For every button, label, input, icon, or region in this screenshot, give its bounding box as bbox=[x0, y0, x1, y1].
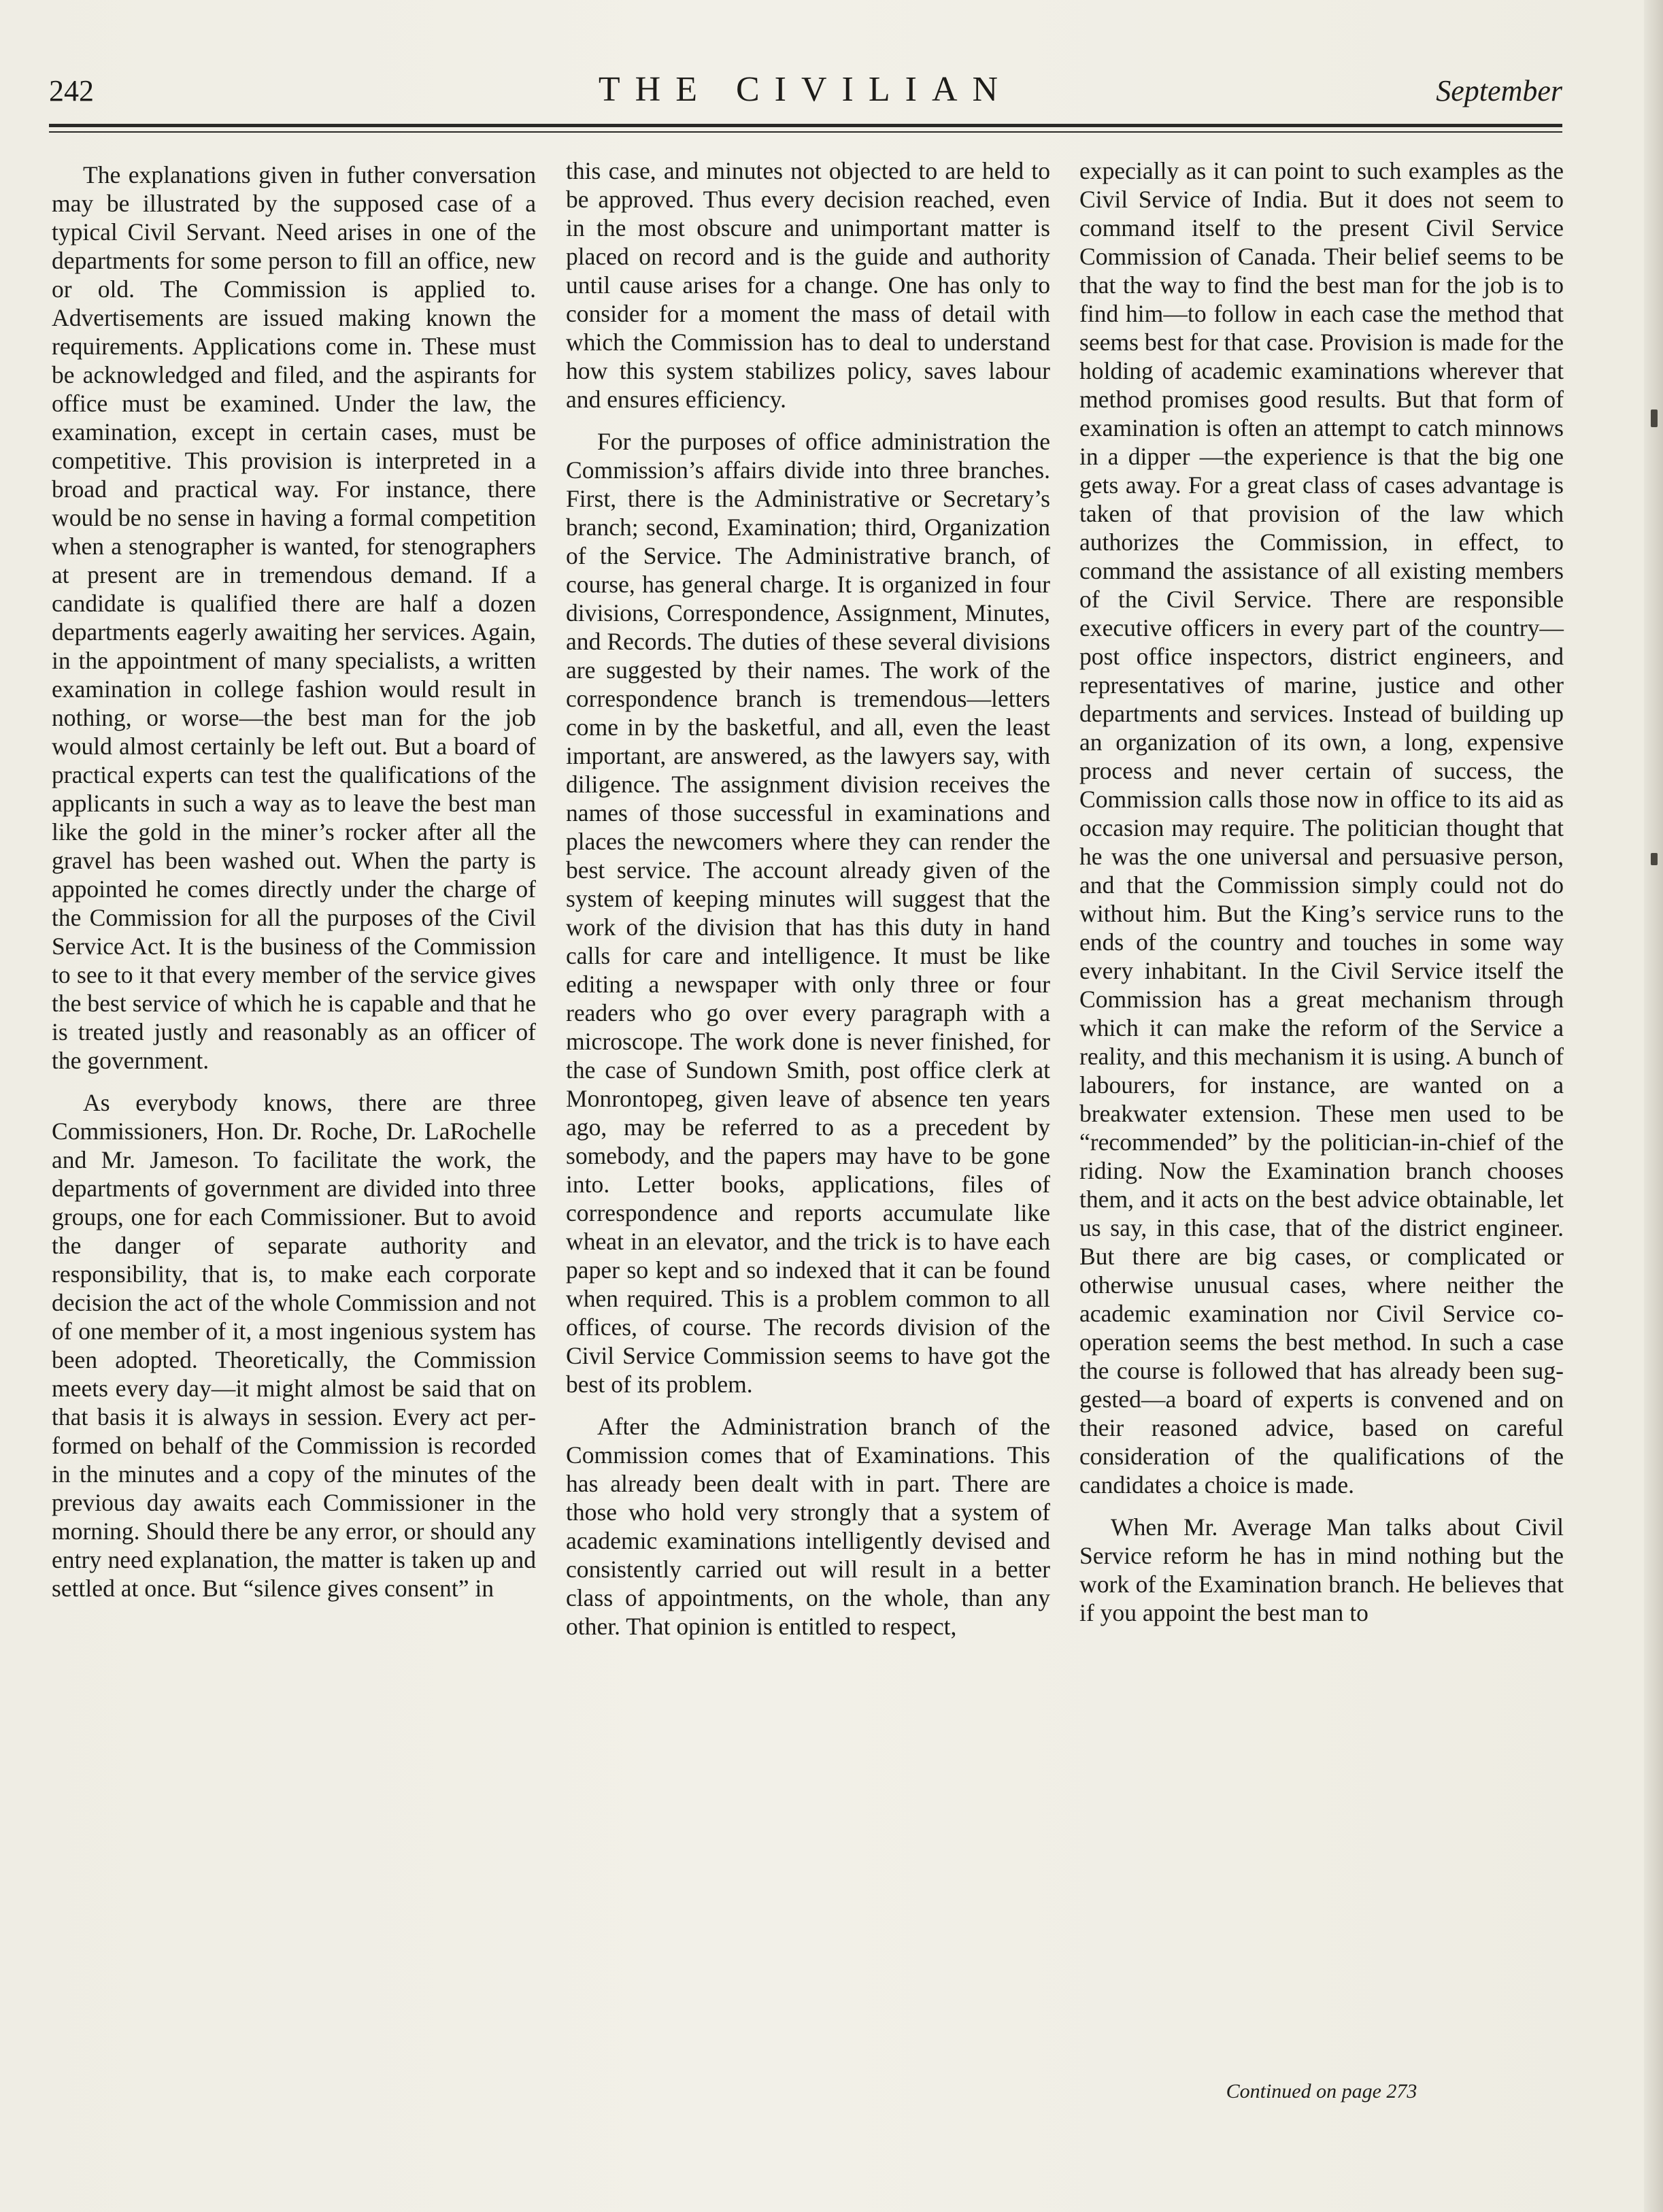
edge-tab-mark bbox=[1651, 853, 1658, 865]
paragraph: As everybody knows, there are three Commissioners, Hon. Dr. Roche, Dr. LaRochelle and Mr. Jameson. To facilitate the work, the departments of government are divided into three groups, one for each Commissioner. But to avoid the danger of separate authority and responsibility, that is, to make each corporate decision the act of the whole Commission and not of one member of it, a most ingenious system has been adopted. Theoretically, the Commission meets every day—it might almost be said that on that basis it is always in session. Every act performed on behalf of the Commission is recorded in the minutes and a copy of the minutes of the previous day awaits each Commissioner in the morning. Should there be any error, or should any entry need explanation, the matter is taken up and settled at once. But “silence gives consent” in bbox=[52, 1089, 536, 1602]
text-column-1 bbox=[52, 161, 536, 1616]
text-column-3 bbox=[1079, 156, 1564, 1641]
paragraph: After the Administration branch of the Commission comes that of Examinations. This has already been dealt with in part. There are those who hold very strongly that a system of academic examinations intelligently devised and consistently carried out will result in a better class of appointments, on the whole, than any other. That opinion is entitled to respect, bbox=[566, 1413, 1050, 1640]
header-rule bbox=[49, 131, 1562, 133]
page-edge bbox=[1644, 0, 1663, 2212]
journal-title: THE CIVILIAN bbox=[598, 70, 1013, 109]
text-column-2 bbox=[566, 156, 1050, 1654]
edge-tab-mark bbox=[1651, 409, 1658, 427]
running-header bbox=[49, 63, 1562, 117]
continued-note: Continued on page 273 bbox=[1226, 2080, 1417, 2102]
paragraph: For the purposes of office administration the Commission’s affairs divide into three branches. First, there is the Administrative or Secretary’s branch; second, Examination; third, Organization of the Service. The Administrative branch, of course, has general charge. It is organized in four divisions, Correspondence, Assignment, Minutes, and Records. The duties of these several divisions are suggested by their names. The work of the correspondence branch is tremendous—letters come in by the basketful, and all, even the least important, are answered, as the lawyers say, with diligence. The assignment division receives the names of those successful in examinations and places the newcomers where they can render the best service. The account already given of the system of keeping minutes will suggest that the work of the division that has this duty in hand calls for care and intelligence. It must be like editing a newspaper with only three or four readers who go over every paragraph with a microscope. The work done is never finished, for the case of Sundown Smith, post office clerk at Monrontopeg, given leave of absence ten years ago, may be referred to as a precedent by somebody, and the papers may have to be gone into. Letter books, applications, files of correspondence and reports accumulate like wheat in an elevator, and the trick is to have each paper so kept and so indexed that it can be found when required. This is a problem common to all offices, of course. The records division of the Civil Service Commission seems to have got the best of its problem. bbox=[566, 428, 1050, 1398]
header-rule bbox=[49, 124, 1562, 127]
paragraph: expecially as it can point to such examples as the Civil Service of India. But it does not seem to command itself to the present Civil Service Commission of Canada. Their belief seems to be that the way to find the best man for the job is to find him—to follow in each case the method that seems best for that case. Provision is made for the holding of academic examinations wherever that method promises good results. But that form of examination is often an attempt to catch minnows in a dipper —the experience is that the big one gets away. For a great class of cases advantage is taken of that provision of the law which authorizes the Commission, in effect, to command the assistance of all existing members of the Civil Service. There are responsible executive officers in every part of the country—post office inspectors, district engineers, and representatives of marine, justice and other departments and services. Instead of building up an organization of its own, a long, expensive process and never certain of success, the Commission calls those now in office to its aid as occasion may require. The politician thought that he was the one universal and persuasive person, and that the Commission simply could not do without him. But the King’s service runs to the ends of the country and touches in some way every inhabitant. In the Civil Service itself the Commission has a great mechanism through which it can make the reform of the Service a reality, and this mechanism it is using. A bunch of labourers, for instance, are wanted on a breakwater extension. These men used to be “recommended” by the politician-in-chief of the riding. Now the Examination branch chooses them, and it acts on the best advice obtainable, let us say, in this case, that of the district engineer. But there are big cases, or complicated or otherwise unusual cases, where neither the academic examination nor Civil Service co-operation seems the best method. In such a case the course is followed that has already been suggested—a board of experts is convened and on their reasoned advice, based on careful consideration of the qualifications of the candidates a choice is made. bbox=[1079, 157, 1564, 1498]
paragraph: When Mr. Average Man talks about Civil Service reform he has in mind nothing but the work of the Examination branch. He believes that if you appoint the best man to bbox=[1079, 1513, 1564, 1626]
issue-month: September bbox=[1436, 74, 1562, 107]
paragraph: this case, and minutes not objected to are held to be approved. Thus every decision reached, even in the most obscure and unimportant matter is placed on record and is the guide and authority until cause arises for a change. One has only to consider for a moment the mass of detail with which the Commission has to deal to understand how this system stabilizes policy, saves labour and ensures efficiency. bbox=[566, 157, 1050, 413]
paragraph: The explanations given in futher conversation may be illustrated by the supposed case of a typical Civil Servant. Need arises in one of the departments for some person to fill an office, new or old. The Commission is applied to. Advertisements are issued making known the requirements. Applications come in. These must be acknowledged and filed, and the aspirants for office must be examined. Under the law, the examination, except in certain cases, must be competitive. This provision is interpreted in a broad and practical way. For instance, there would be no sense in having a formal competition when a stenographer is wanted, for stenographers at present are in tremendous demand. If a candidate is qualified there are half a dozen departments eagerly awaiting her services. Again, in the appointment of many specialists, a written examination in college fashion would result in nothing, or worse—the best man for the job would almost certainly be left out. But a board of practical experts can test the qualifications of the applicants in such a way as to leave the best man like the gold in the miner’s rocker after all the gravel has been washed out. When the party is appointed he comes directly under the charge of the Commission for all the purposes of the Civil Service Act. It is the business of the Commission to see to it that every member of the service gives the best service of which he is capable and that he is treated justly and reasonably as an officer of the government. bbox=[52, 161, 536, 1074]
page-number: 242 bbox=[49, 74, 94, 107]
